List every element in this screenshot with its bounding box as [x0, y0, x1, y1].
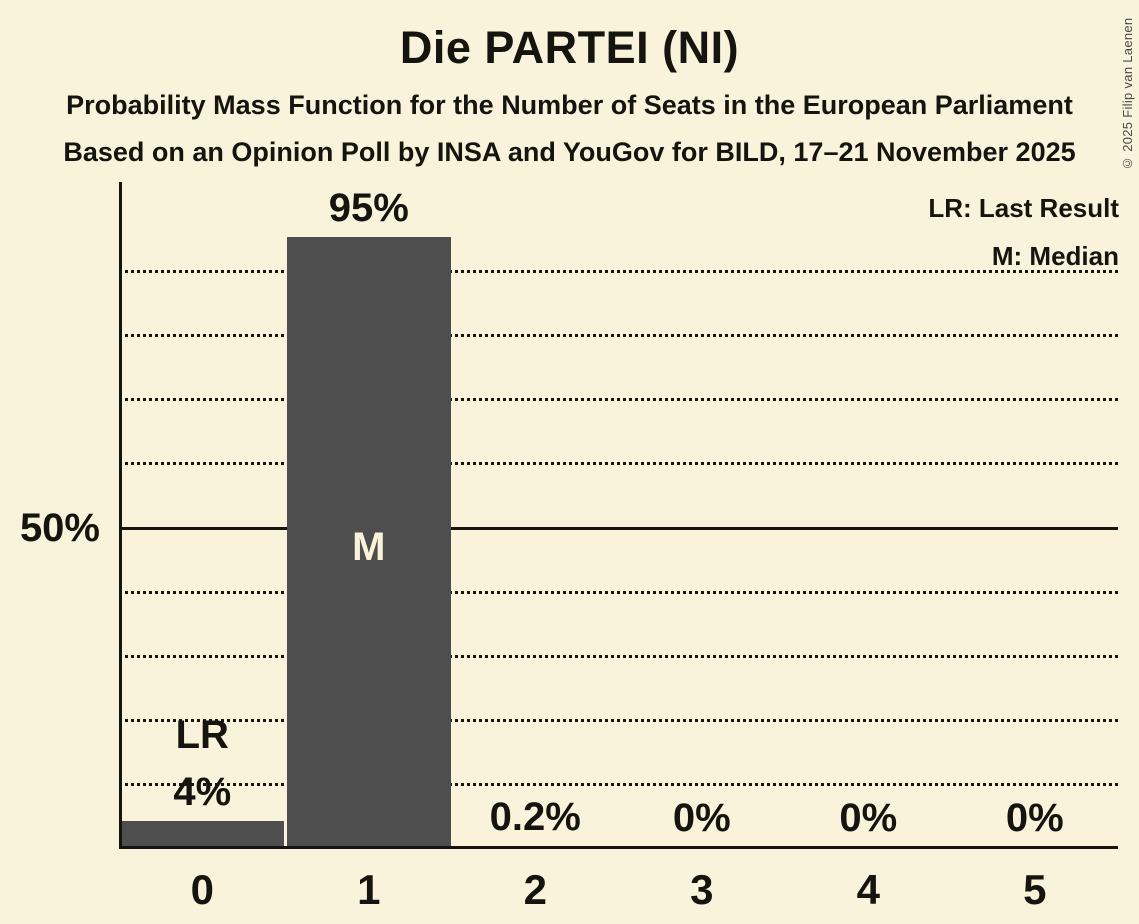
value-label-seats-4: 0%	[839, 796, 898, 840]
gridline-40pct	[119, 591, 1118, 594]
x-axis-label-2: 2	[523, 866, 547, 913]
value-label-seats-2: 0.2%	[489, 794, 581, 839]
plot-area	[119, 182, 1118, 849]
x-axis-label-1: 1	[357, 866, 381, 913]
value-label-seats-1: 95%	[328, 186, 409, 231]
x-axis-label-4: 4	[856, 866, 880, 913]
bar-seats-0	[121, 821, 285, 847]
copyright-notice: © 2025 Filip van Laenen	[1120, 17, 1135, 171]
chart-source-line: Based on an Opinion Poll by INSA and YouGov for BILD, 17–21 November 2025	[63, 137, 1076, 167]
gridline-70pct	[119, 398, 1118, 401]
gridline-90pct	[119, 270, 1118, 273]
x-axis-label-5: 5	[1023, 866, 1047, 913]
chart-subtitle: Probability Mass Function for the Number of Seats in the European Parliament	[66, 90, 1073, 120]
value-label-seats-0: 4%	[173, 770, 232, 815]
median-marker: M	[352, 525, 386, 569]
legend-last-result: LR: Last Result	[928, 193, 1119, 223]
last-result-marker: LR	[175, 713, 229, 758]
x-axis-label-3: 3	[690, 866, 714, 913]
x-axis-labels	[119, 866, 1118, 914]
x-axis-line	[119, 846, 1118, 849]
gridline-80pct	[119, 334, 1118, 337]
x-axis-label-0: 0	[190, 866, 214, 913]
legend-median: M: Median	[991, 241, 1119, 271]
chart-title: Die PARTEI (NI)	[399, 22, 740, 73]
gridline-50pct-solid	[119, 527, 1118, 530]
value-label-seats-3: 0%	[672, 796, 731, 840]
value-label-seats-5: 0%	[1005, 796, 1064, 840]
y-axis-tick-50: 50%	[19, 506, 100, 550]
gridline-60pct	[119, 462, 1118, 465]
gridline-30pct	[119, 655, 1118, 658]
